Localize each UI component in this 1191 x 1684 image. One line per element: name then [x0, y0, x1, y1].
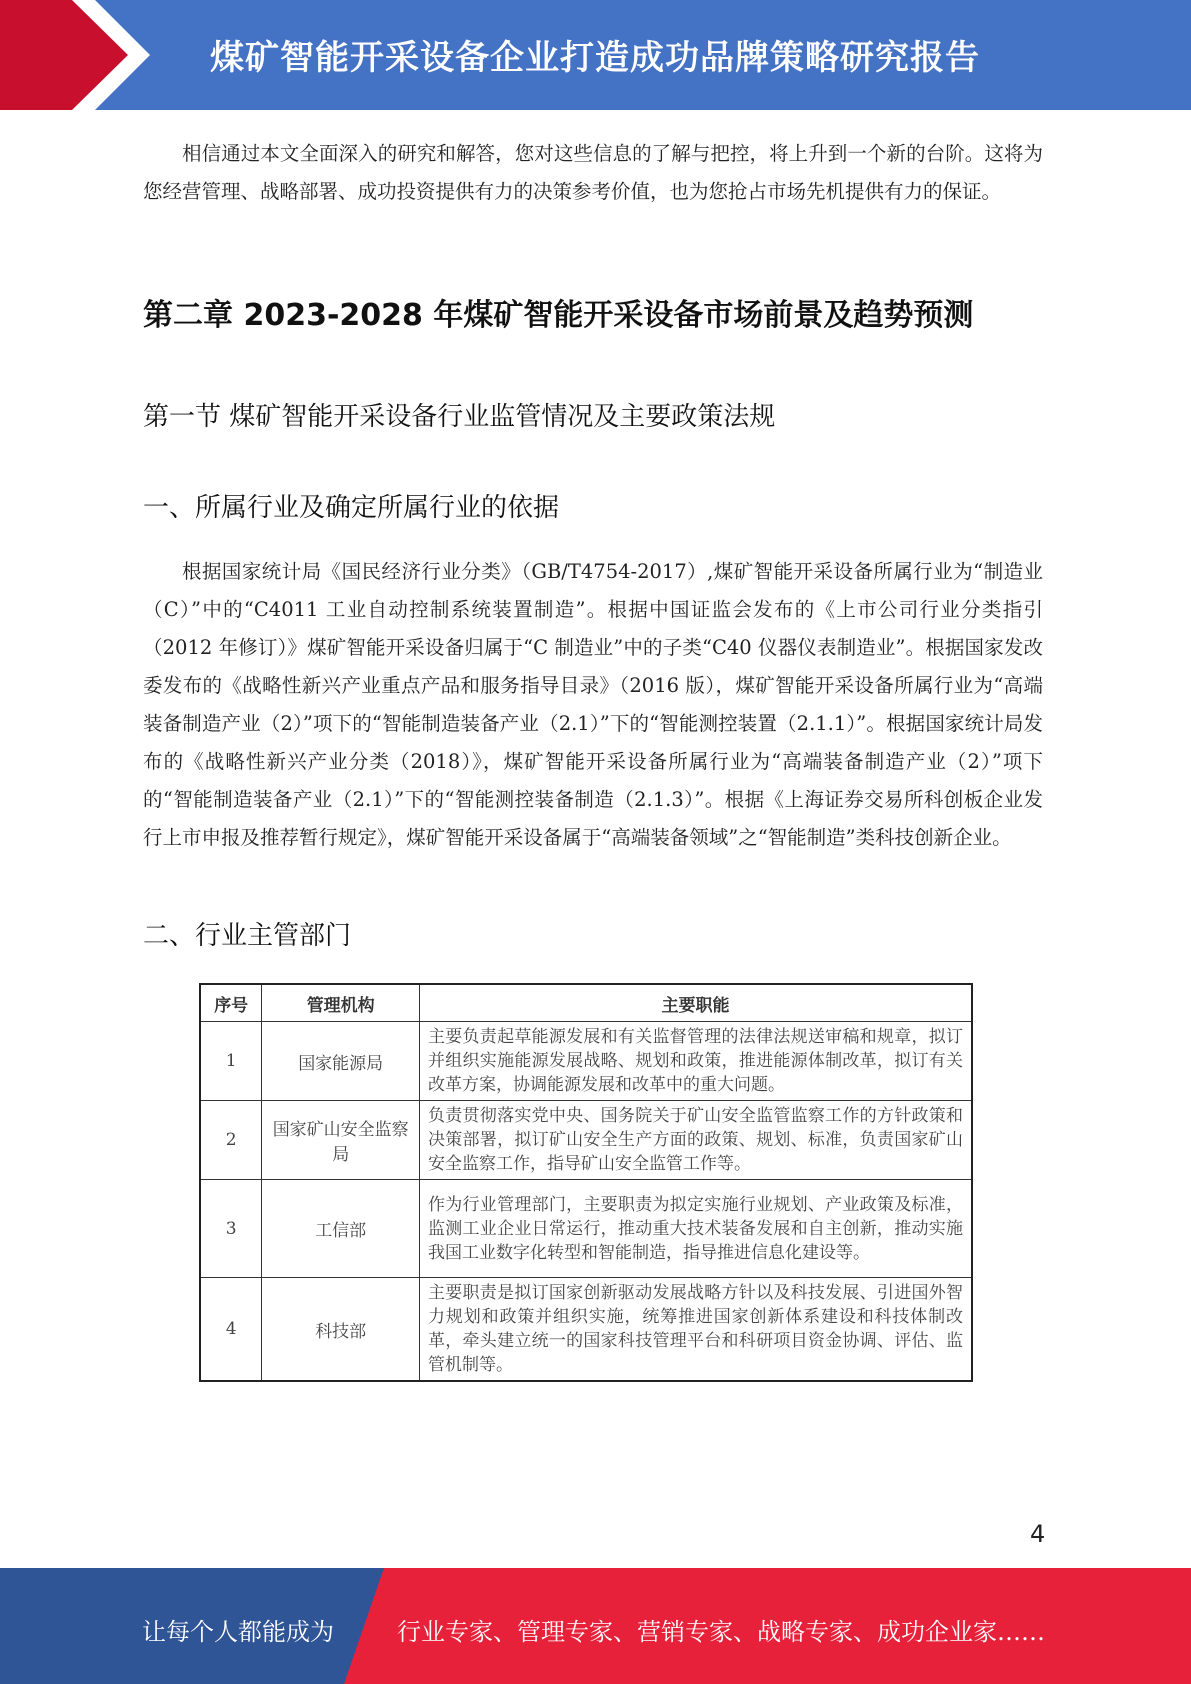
row-organization: 工信部: [262, 1180, 420, 1278]
report-title: 煤矿智能开采设备企业打造成功品牌策略研究报告: [210, 38, 980, 78]
row-organization: 国家矿山安全监察局: [262, 1101, 420, 1180]
footer-slogan-left: 让每个人都能成为: [142, 1618, 334, 1646]
row-organization: 国家能源局: [262, 1022, 420, 1101]
industry-classification-paragraph: 根据国家统计局《国民经济行业分类》（GB/T4754-2017）,煤矿智能开采设备所属行业为“制造业（C）”中的“C4011 工业自动控制系统装置制造”。根据中国证监会发布的《上市公司行业分类指引（2012 年修订）》煤矿智能开采设备归属于“C 制造业”中的子类“C40 仪器仪表制造业”。根据国家发改委发布的《战略性新兴产业重点产品和服务指导目录》（2016 版），煤矿智能开采设备所属行业为“高端装备制造产业（2）”项下的“智能制造装备产业（2.1）”下的“智能测控装置（2.1.1）”。根据国家统计局发布的《战略性新兴产业分类（2018）》，煤矿智能开采设备所属行业为“高端装备制造产业（2）”项下的“智能制造装备产业（2.1）”下的“智能测控装备制造（2.1.3）”。根据《上海证券交易所科创板企业发行上市申报及推荐暂行规定》，煤矿智能开采设备属于“高端装备领域”之“智能制造”类科技创新企业。: [143, 560, 1043, 849]
column-header-org: 管理机构: [262, 984, 420, 1022]
row-number: 1: [200, 1022, 262, 1101]
table-row: [200, 1180, 972, 1278]
row-duty: 负责贯彻落实党中央、国务院关于矿山安全监管监察工作的方针政策和决策部署，拟订矿山安全生产方面的政策、规划、标准，负责国家矿山安全监察工作，指导矿山安全监管工作等。: [420, 1101, 973, 1180]
table-row: [200, 1101, 972, 1180]
table-row: [200, 1278, 972, 1382]
column-header-no: 序号: [200, 984, 262, 1022]
row-duty: 主要职责是拟订国家创新驱动发展战略方针以及科技发展、引进国外智力规划和政策并组织实施，统筹推进国家创新体系建设和科技体制改革，牵头建立统一的国家科技管理平台和科研项目资金协调、评估、监管机制等。: [420, 1278, 973, 1382]
subsection-title-authorities: 二、行业主管部门: [143, 921, 352, 951]
authorities-table: [199, 983, 973, 1382]
table-row: [200, 1022, 972, 1101]
intro-paragraph: 相信通过本文全面深入的研究和解答，您对这些信息的了解与把控，将上升到一个新的台阶。这将为您经营管理、战略部署、成功投资提供有力的决策参考价值，也为您抢占市场先机提供有力的保证。: [143, 142, 1043, 203]
row-duty: 作为行业管理部门，主要职责为拟定实施行业规划、产业政策及标准，监测工业企业日常运行，推动重大技术装备发展和自主创新，推动实施我国工业数字化转型和智能制造，指导推进信息化建设等。: [420, 1180, 973, 1278]
table-header-row: [200, 984, 972, 1022]
row-number: 3: [200, 1180, 262, 1278]
subsection-title-industry: 一、所属行业及确定所属行业的依据: [143, 493, 560, 523]
row-number: 4: [200, 1278, 262, 1382]
footer-slogan-right: 行业专家、管理专家、营销专家、战略专家、成功企业家……: [397, 1618, 1045, 1646]
row-duty: 主要负责起草能源发展和有关监督管理的法律法规送审稿和规章，拟订并组织实施能源发展战略、规划和政策，推进能源体制改革，拟订有关改革方案，协调能源发展和改革中的重大问题。: [420, 1022, 973, 1101]
row-organization: 科技部: [262, 1278, 420, 1382]
page-header: [0, 0, 1191, 110]
section-title: 第一节 煤矿智能开采设备行业监管情况及主要政策法规: [143, 402, 776, 432]
chapter-title: 第二章 2023-2028 年煤矿智能开采设备市场前景及趋势预测: [143, 298, 974, 333]
row-number: 2: [200, 1101, 262, 1180]
page-number: 4: [1030, 1520, 1046, 1548]
column-header-duty: 主要职能: [420, 984, 973, 1022]
